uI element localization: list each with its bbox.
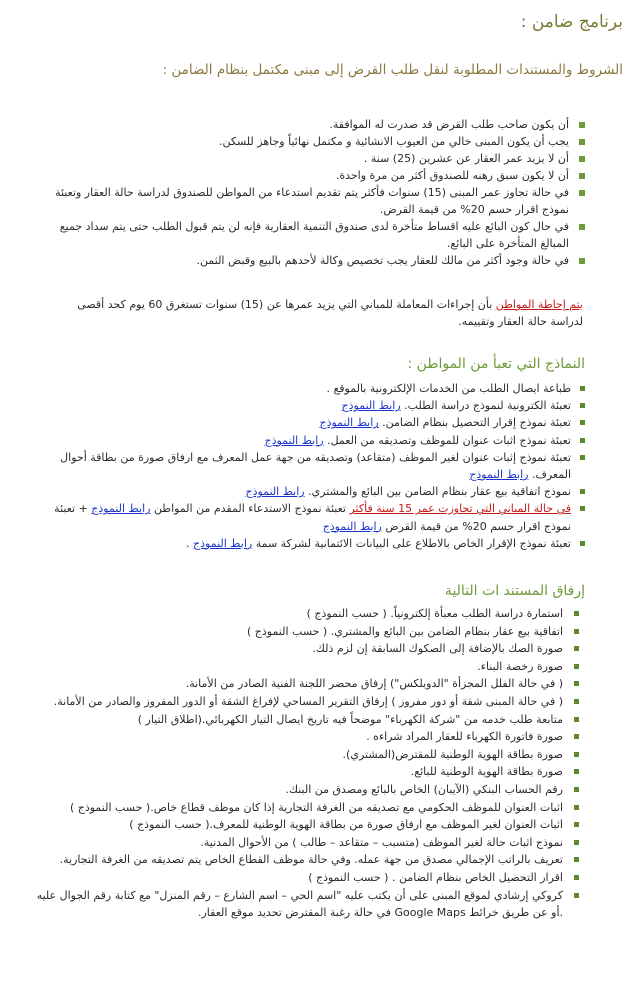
form-item [50, 449, 585, 483]
forms-heading: النماذج التي تعبأ من المواطن : [407, 356, 585, 372]
form-red-note: في حالة المباني التي تجاوزت عمر 15 سنة فأكثر [349, 502, 571, 516]
condition-item: في حالة تجاوز عمر المبنى (15) سنوات فأكثر يتم تقديم استدعاء من المواطن للصندوق لدراسة حالة العقار وتعبئة نموذج اقرار حسم 20% من قيمة القرض. [50, 184, 585, 218]
conditions-list [50, 116, 585, 269]
form-item [50, 432, 585, 449]
form-item [50, 500, 585, 534]
form-trail: . [186, 536, 194, 550]
form-text: نموذج اتفاقية بيع عقار بنظام الضامن بين البائع والمشتري. [308, 485, 571, 499]
form-text: تعبئة نموذج اثبات عنوان للموظف وتصديقه من العمل. [327, 433, 571, 447]
condition-item: أن يكون صاحب طلب القرض قد صدرت له الموافقة. [50, 116, 585, 133]
attachment-item: ( في حالة الفلل المجزأة "الدوبلكس") إرفاق محضر اللجنة الفنية الصادر من الأمانة. [25, 675, 585, 693]
form-text: تعبئة نموذج الاستدعاء المقدم من المواطن [153, 502, 350, 516]
attachment-item: رقم الحساب البنكي (الآيبان) الخاص بالبائع ومصدق من البنك. [25, 781, 585, 799]
form-link[interactable]: رابط النموذج [469, 468, 529, 482]
page-title: برنامج ضامن : [520, 12, 623, 32]
attachment-item: صورة بطاقة الهوية الوطنية للمقترض(المشتري). [25, 746, 585, 764]
form-text-tail: + تعبئة نموذج اقرار حسم 20% من قيمة القرض [54, 502, 571, 533]
attachment-item: اقرار التحصيل الخاص بنظام الضامن . ( حسب النموذج ) [25, 869, 585, 887]
form-link[interactable]: رابط النموذج [264, 433, 324, 447]
form-item [50, 535, 585, 552]
condition-item: أن لا يزيد عمر العقار عن عشرين (25) سنة . [50, 150, 585, 167]
form-text: تعبئة نموذج الإقرار الخاص بالاطلاع على البيانات الائتمانية لشركة سمة [255, 536, 571, 550]
attachment-item: تعريف بالراتب الإجمالي مصدق من جهة عمله. وفي حالة موظف القطاع الخاص يتم تصديقه من الغرفة التجارية. [25, 851, 585, 869]
form-link[interactable]: رابط النموذج [245, 485, 305, 499]
attachments-heading: إرفاق المستند ات التالية [444, 583, 585, 599]
form-text: تعبئة نموذج إقرار التحصيل بنظام الضامن. [382, 416, 571, 430]
attachment-item: صورة الصك بالإضافة إلى الصكوك السابقة إن لزم ذلك. [25, 640, 585, 658]
form-item [50, 483, 585, 500]
form-link[interactable]: رابط النموذج [91, 502, 151, 516]
attachment-item: استمارة دراسة الطلب معبأة إلكترونياً. ( حسب النموذج ) [25, 605, 585, 623]
attachment-item: متابعة طلب خدمه من "شركة الكهرباء" موضحاً فيه تاريخ ايصال التيار الكهربائي.(اطلاق التيار ) [25, 711, 585, 729]
form-item [50, 397, 585, 414]
forms-list [50, 380, 585, 552]
attachment-item: صورة فاتورة الكهرباء للعقار المراد شراءه . [25, 728, 585, 746]
attachment-item: صورة بطاقة الهوية الوطنية للبائع. [25, 763, 585, 781]
form-text: طباعة ايصال الطلب من الخدمات الإلكترونية بالموقع . [326, 382, 571, 395]
note-text: بأن إجراءات المعاملة للمباني التي يزيد عمرها عن (15) سنوات تستغرق 60 يوم كحد أقصى لدراسة حالة العقار وتقييمه. [77, 298, 583, 328]
page-subtitle: الشروط والمستندات المطلوبة لنقل طلب القرض إلى مبنى مكتمل بنظام الضامن : [162, 62, 623, 78]
condition-item: في حال كون البائع عليه اقساط متأخرة لدى صندوق التنمية العقارية فإنه لن يتم قبول الطلب حتى يتم سداد جميع المبالغ المتأخرة على البائع. [50, 218, 585, 252]
form-item [50, 380, 585, 397]
condition-item: في حالة وجود أكثر من مالك للعقار يجب تخصيص وكالة لأحدهم بالبيع وقبض الثمن. [50, 252, 585, 269]
attachment-item: صورة رخصة البناء. [25, 658, 585, 676]
form-link[interactable]: رابط النموذج [322, 519, 382, 533]
attachments-list [25, 605, 585, 922]
note-highlight: يتم إحاطة المواطن [495, 298, 583, 311]
attachment-item: كروكي إرشادي لموقع المبنى على أن يكتب عليه "اسم الحي – اسم الشارع – رقم المنزل" مع كتابة رقم الجوال عليه .أو عن طريق خرائط Google Maps في حالة رغبة المقترض تحديد موقع العقار. [25, 887, 585, 922]
attachment-item: اثبات العنوان لغير الموظف مع ارفاق صورة من بطاقة الهوية الوطنية للمعرف.( حسب النموذج ) [25, 816, 585, 834]
condition-item: يجب أن يكون المبنى خالي من العيوب الانشائية و مكتمل نهائياً وجاهز للسكن. [50, 133, 585, 150]
form-link[interactable]: رابط النموذج [193, 536, 253, 550]
form-link[interactable]: رابط النموذج [319, 416, 379, 430]
attachment-item: ( في حالة المبنى شقة أو دور مفروز ) إرفاق التقرير المساحي لإفراغ الشقة أو الدور المفروز والصادر من الأمانة. [25, 693, 585, 711]
form-link[interactable]: رابط النموذج [341, 399, 401, 413]
attachment-item: اثبات العنوان للموظف الحكومي مع تصديقه من الغرفة التجارية إذا كان موظف قطاع خاص.( حسب النموذج ) [25, 799, 585, 817]
condition-item: أن لا يكون سبق رهنه للصندوق أكثر من مرة واحدة. [50, 167, 585, 184]
attachment-item: اتفاقية بيع عقار بنظام الضامن بين البائع والمشتري. ( حسب النموذج ) [25, 623, 585, 641]
attachment-item: نموذج اثبات حالة لغير الموظف (متسبب – متقاعد – طالب ) من الأحوال المدنية. [25, 834, 585, 852]
form-text: تعبئة الكترونية لنموذج دراسة الطلب. [404, 399, 571, 413]
form-text: تعبئة نموذج إثبات عنوان لغير الموظف (متقاعد) وتصديقه من جهة عمل المعرف مع ارفاق صورة من بطاقة أحوال المعرف. [60, 450, 571, 482]
age-note [43, 296, 583, 330]
form-item [50, 414, 585, 431]
